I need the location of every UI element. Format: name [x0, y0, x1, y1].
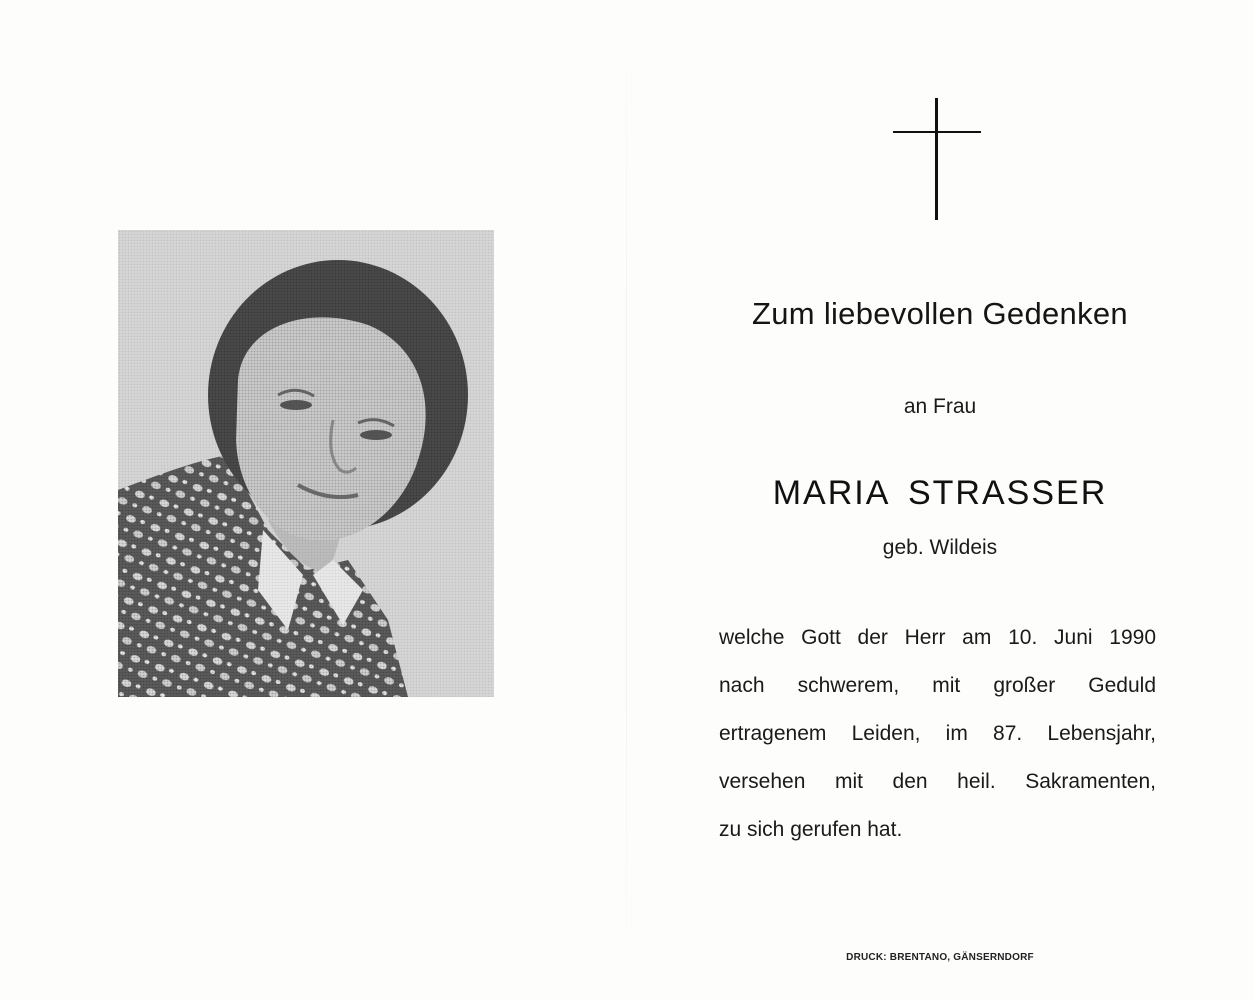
fold-line — [626, 0, 627, 1000]
memorial-text-line: welche Gott der Herr am 10. Juni 1990 — [719, 626, 1156, 649]
portrait-illustration — [118, 230, 494, 697]
memorial-heading: Zum liebevollen Gedenken — [752, 296, 1128, 331]
memorial-text-line: zu sich gerufen hat. — [719, 818, 903, 841]
salutation: an Frau — [903, 395, 977, 418]
cross-icon — [893, 98, 981, 220]
memorial-text-line: ertragenem Leiden, im 87. Lebensjahr, — [719, 722, 1156, 745]
printer-credit: DRUCK: BRENTANO, GÄNSERNDORF — [846, 952, 1034, 963]
memorial-text — [719, 624, 1156, 864]
memorial-text-line: versehen mit den heil. Sakramenten, — [719, 770, 1156, 793]
deceased-name: MARIA STRASSER — [772, 474, 1108, 512]
memorial-text-line: nach schwerem, mit großer Geduld — [719, 674, 1156, 697]
cross-vertical-bar — [935, 98, 938, 220]
birth-name: geb. Wildeis — [882, 536, 998, 559]
cross-horizontal-bar — [893, 131, 981, 133]
portrait-photo — [118, 230, 494, 697]
